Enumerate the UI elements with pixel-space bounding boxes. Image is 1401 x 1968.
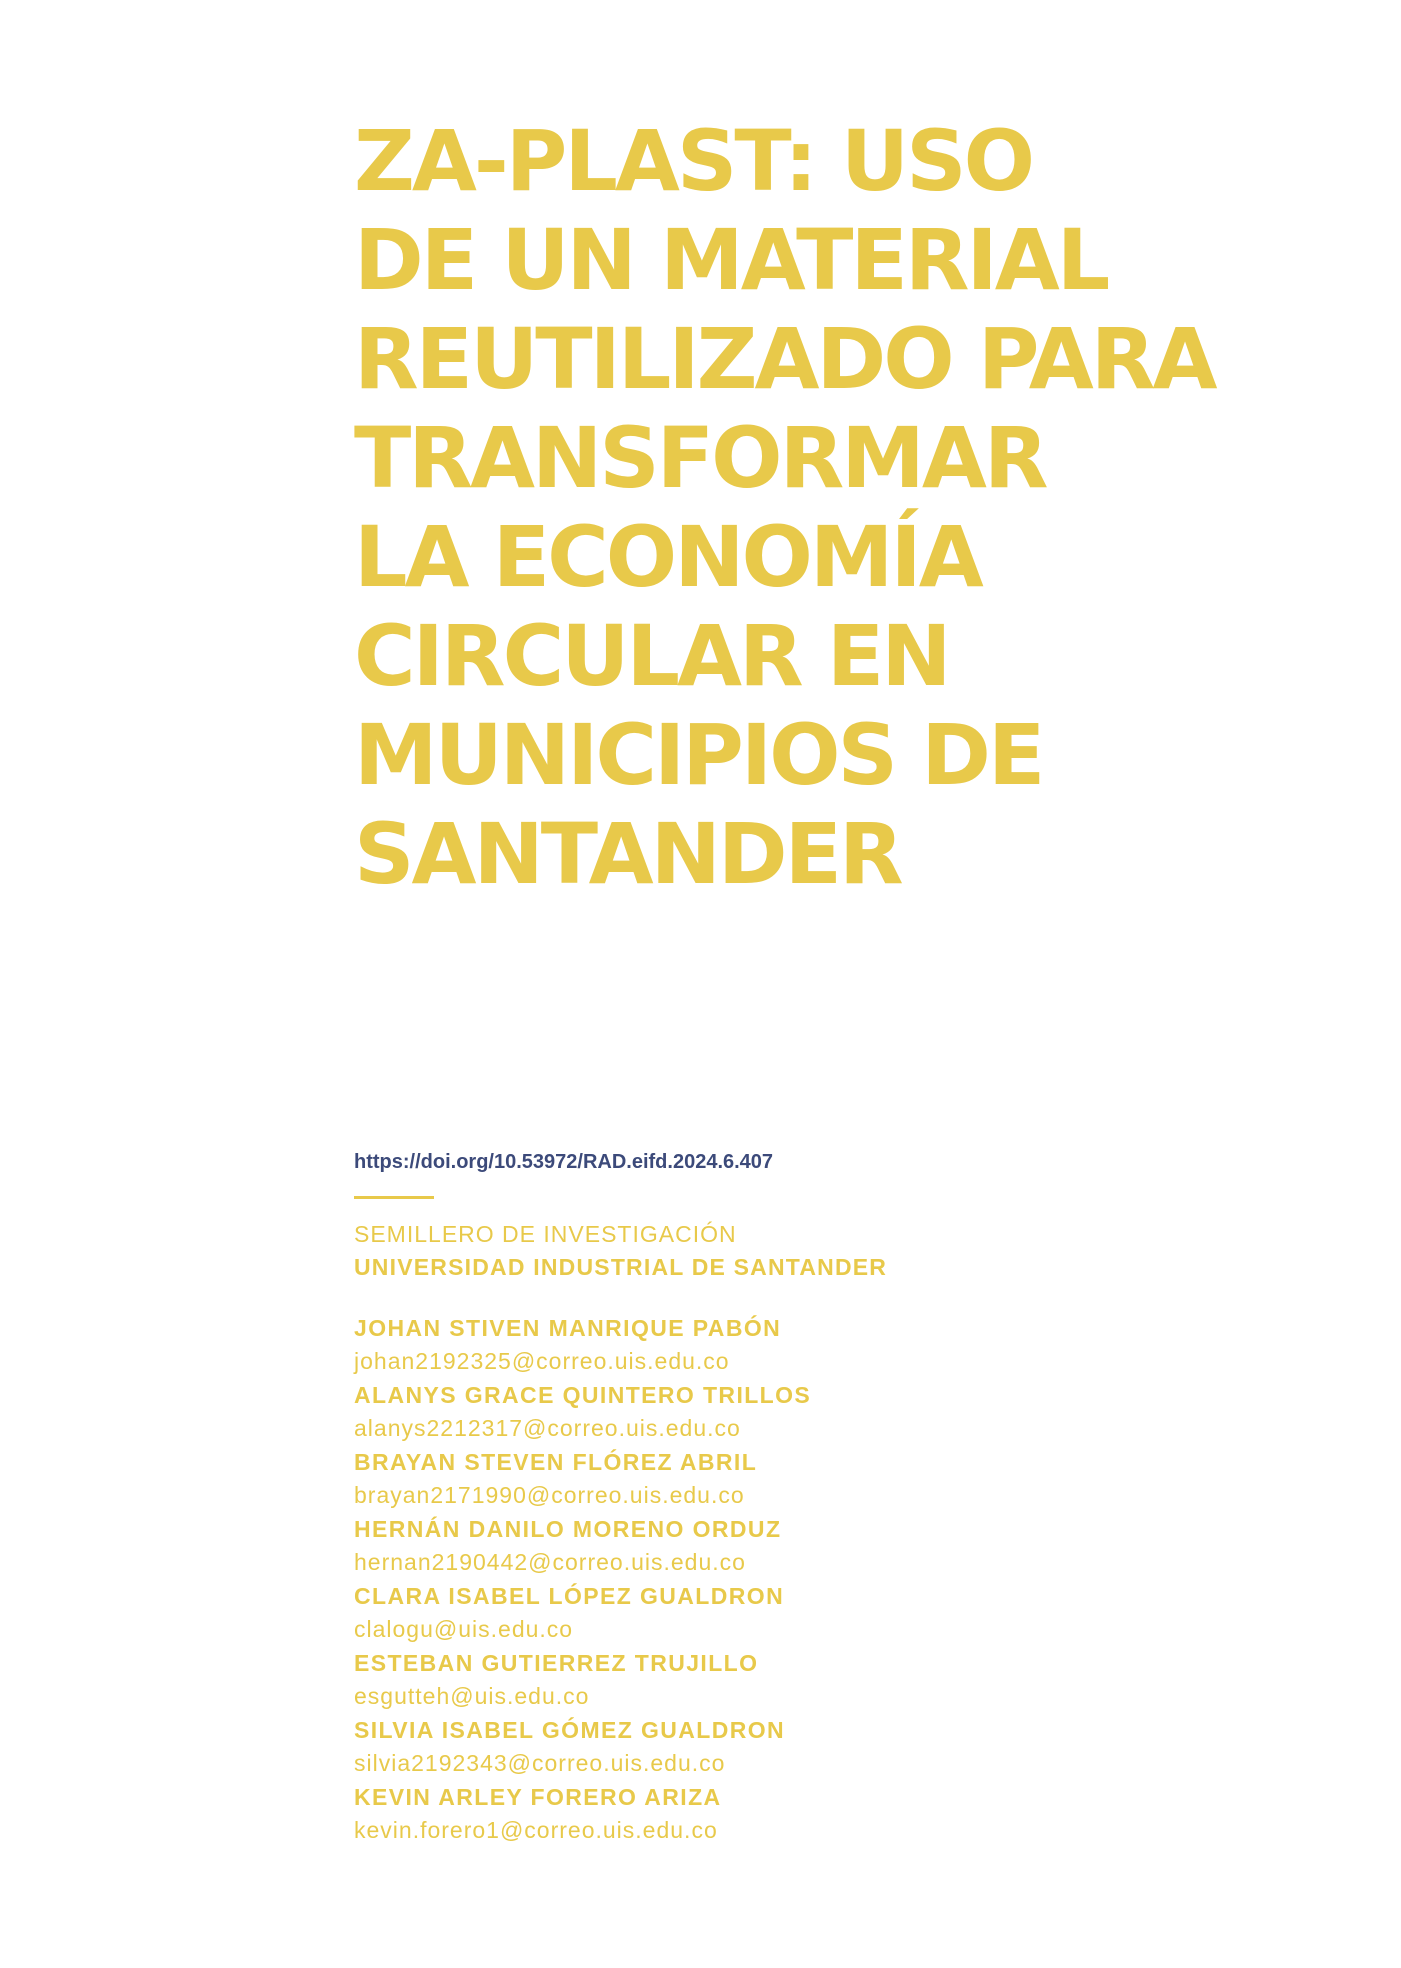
author-name: ESTEBAN GUTIERREZ TRUJILLO: [354, 1650, 759, 1676]
title-line: ZA-PLAST: USO: [354, 112, 1033, 210]
affiliation-block: [354, 1218, 887, 1284]
author-email: silvia2192343@correo.uis.edu.co: [354, 1750, 726, 1776]
author-name: BRAYAN STEVEN FLÓREZ ABRIL: [354, 1449, 758, 1475]
author-name: HERNÁN DANILO MORENO ORDUZ: [354, 1516, 782, 1542]
author-email: esgutteh@uis.edu.co: [354, 1683, 590, 1709]
author-entry: [354, 1446, 1254, 1513]
doi-link[interactable]: https://doi.org/10.53972/RAD.eifd.2024.6.407: [354, 1151, 774, 1173]
author-entry: [354, 1513, 1254, 1580]
article-title: [354, 112, 1374, 904]
title-line: MUNICIPIOS DE: [354, 706, 1043, 804]
title-line: TRANSFORMAR: [354, 409, 1046, 507]
author-list: [354, 1312, 1254, 1848]
title-line: LA ECONOMÍA: [354, 508, 981, 606]
author-entry: [354, 1379, 1254, 1446]
author-entry: [354, 1714, 1254, 1781]
research-group: SEMILLERO DE INVESTIGACIÓN: [354, 1221, 737, 1247]
author-name: SILVIA ISABEL GÓMEZ GUALDRON: [354, 1717, 786, 1743]
author-name: ALANYS GRACE QUINTERO TRILLOS: [354, 1382, 812, 1408]
divider-rule: [354, 1196, 434, 1199]
author-name: KEVIN ARLEY FORERO ARIZA: [354, 1784, 722, 1810]
author-entry: [354, 1580, 1254, 1647]
author-entry: [354, 1312, 1254, 1379]
title-line: DE UN MATERIAL: [354, 211, 1108, 309]
author-entry: [354, 1781, 1254, 1848]
author-email: alanys2212317@correo.uis.edu.co: [354, 1415, 741, 1441]
author-email: johan2192325@correo.uis.edu.co: [354, 1348, 730, 1374]
title-line: SANTANDER: [354, 805, 901, 903]
author-email: hernan2190442@correo.uis.edu.co: [354, 1549, 746, 1575]
author-name: CLARA ISABEL LÓPEZ GUALDRON: [354, 1583, 785, 1609]
author-email: clalogu@uis.edu.co: [354, 1616, 574, 1642]
author-email: kevin.forero1@correo.uis.edu.co: [354, 1817, 718, 1843]
institution-name: UNIVERSIDAD INDUSTRIAL DE SANTANDER: [354, 1254, 888, 1280]
author-name: JOHAN STIVEN MANRIQUE PABÓN: [354, 1315, 782, 1341]
title-line: REUTILIZADO PARA: [354, 310, 1215, 408]
title-line: CIRCULAR EN: [354, 607, 949, 705]
author-email: brayan2171990@correo.uis.edu.co: [354, 1482, 745, 1508]
author-entry: [354, 1647, 1254, 1714]
